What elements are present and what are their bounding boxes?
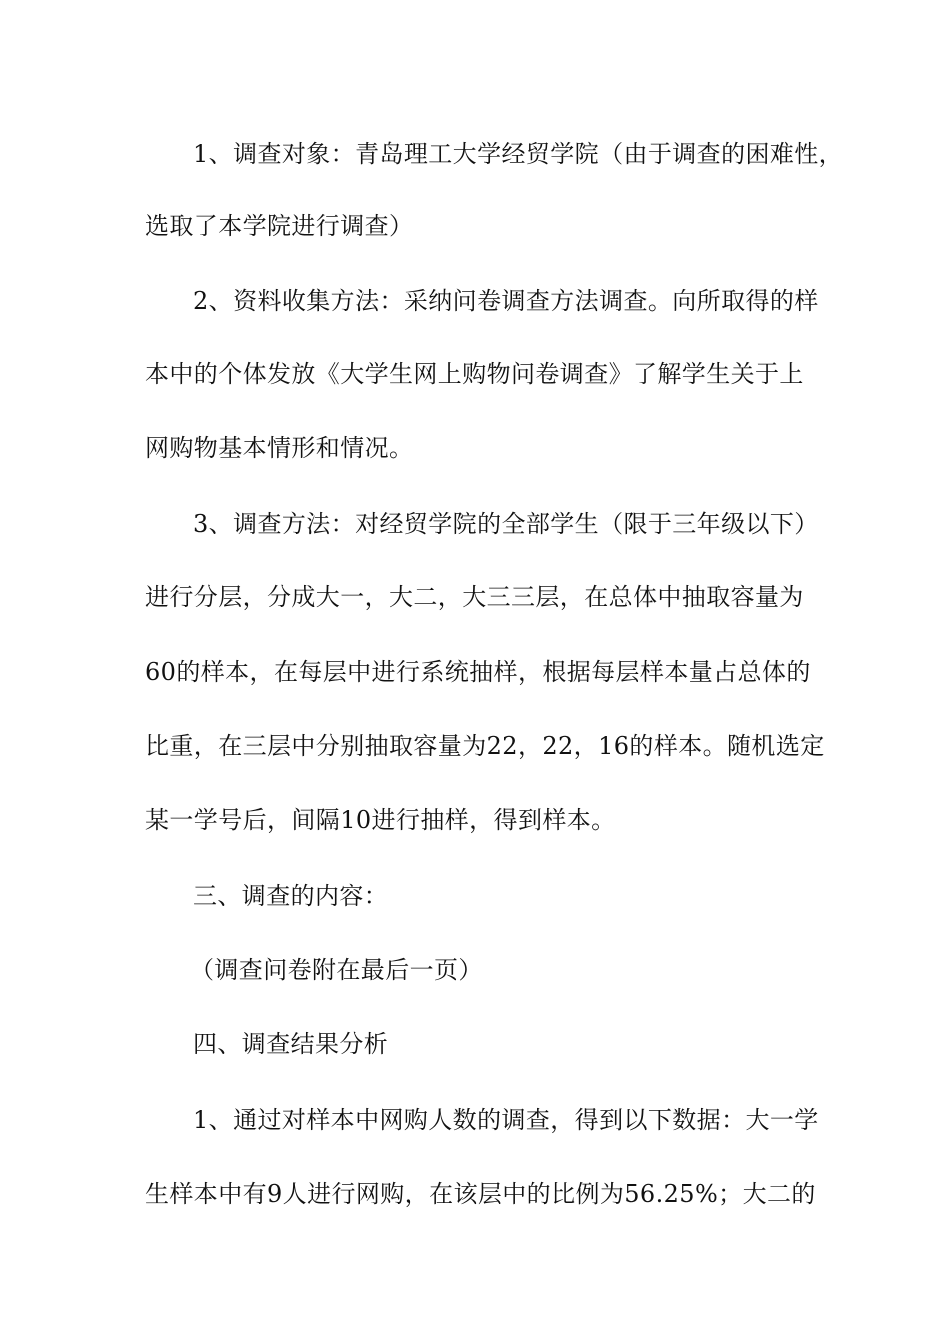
paragraph-results-line-1: 1、通过对样本中网购人数的调查，得到以下数据：大一学	[193, 1106, 819, 1134]
paragraph-survey-method-line-5: 某一学号后，间隔10进行抽样，得到样本。	[145, 806, 616, 834]
note-questionnaire-appendix: （调查问卷附在最后一页）	[190, 956, 483, 984]
paragraph-data-collection-line-2: 本中的个体发放《大学生网上购物问卷调查》了解学生关于上	[145, 360, 804, 388]
section-heading-results-analysis: 四、调查结果分析	[193, 1030, 389, 1058]
section-heading-survey-content: 三、调查的内容：	[193, 882, 389, 910]
paragraph-survey-method-line-3: 60的样本，在每层中进行系统抽样，根据每层样本量占总体的	[145, 658, 811, 686]
paragraph-survey-method-line-2: 进行分层，分成大一，大二，大三三层，在总体中抽取容量为	[145, 583, 804, 611]
paragraph-survey-subject-line-2: 选取了本学院进行调查）	[145, 212, 414, 240]
paragraph-results-line-2: 生样本中有9人进行网购，在该层中的比例为56.25%；大二的	[145, 1180, 816, 1208]
paragraph-data-collection-line-3: 网购物基本情形和情况。	[145, 434, 414, 462]
paragraph-data-collection-line-1: 2、资料收集方法：采纳问卷调查方法调查。向所取得的样	[193, 287, 819, 315]
paragraph-survey-subject-line-1: 1、调查对象：青岛理工大学经贸学院（由于调查的困难性，	[193, 140, 844, 168]
paragraph-survey-method-line-1: 3、调查方法：对经贸学院的全部学生（限于三年级以下）	[193, 510, 819, 538]
paragraph-survey-method-line-4: 比重，在三层中分别抽取容量为22，22，16的样本。随机选定	[145, 732, 825, 760]
